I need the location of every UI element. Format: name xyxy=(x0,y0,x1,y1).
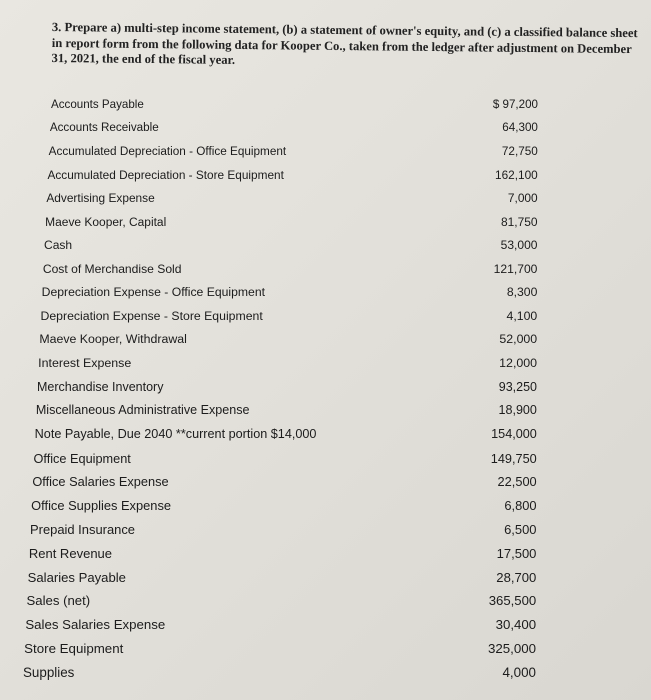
ledger-amount: 17,500 xyxy=(496,545,537,561)
ledger-account-label: Office Salaries Expense xyxy=(32,474,169,490)
ledger-row xyxy=(0,593,651,613)
ledger-account-label: Accumulated Depreciation - Store Equipment xyxy=(47,168,284,183)
ledger-amount: 365,500 xyxy=(488,593,537,609)
ledger-account-label: Rent Revenue xyxy=(28,545,113,561)
ledger-account-label: Office Equipment xyxy=(33,450,131,466)
ledger-amount: 6,500 xyxy=(504,521,537,537)
ledger-row xyxy=(0,309,651,329)
ledger-account-label: Interest Expense xyxy=(38,355,132,370)
ledger-account-label: Miscellaneous Administrative Expense xyxy=(35,403,250,418)
ledger-row xyxy=(0,641,651,661)
ledger-account-label: Salaries Payable xyxy=(27,569,126,585)
ledger-row xyxy=(0,380,651,400)
ledger-account-label: Maeve Kooper, Capital xyxy=(45,214,167,229)
ledger-account-label: Sales Salaries Expense xyxy=(25,617,166,633)
ledger-amount: 93,250 xyxy=(498,379,537,394)
ledger-row xyxy=(0,665,651,685)
ledger-account-label: Accounts Payable xyxy=(51,98,144,111)
ledger-row xyxy=(0,403,651,423)
ledger-account-label: Advertising Expense xyxy=(46,191,155,206)
ledger-amount: 149,750 xyxy=(490,450,537,466)
ledger-row xyxy=(0,498,651,518)
ledger-amount: 64,300 xyxy=(502,121,538,135)
ledger-amount: 53,000 xyxy=(500,238,538,253)
ledger-row xyxy=(0,570,651,590)
ledger-amount: 6,800 xyxy=(504,498,537,514)
ledger-amount: 8,300 xyxy=(506,285,538,300)
ledger-amount: $ 97,200 xyxy=(492,98,538,111)
ledger-row xyxy=(0,121,651,141)
ledger-row xyxy=(0,617,651,637)
ledger-row xyxy=(0,546,651,566)
ledger-amount: 121,700 xyxy=(493,261,538,276)
ledger-row xyxy=(0,522,651,542)
ledger-row xyxy=(0,285,651,305)
ledger-account-label: Accounts Receivable xyxy=(49,121,159,135)
ledger-row xyxy=(0,474,651,494)
ledger-account-label: Merchandise Inventory xyxy=(37,379,164,394)
ledger-account-label: Prepaid Insurance xyxy=(30,521,136,537)
ledger-account-label: Depreciation Expense - Store Equipment xyxy=(40,308,263,323)
ledger-amount: 28,700 xyxy=(496,569,537,585)
ledger-row xyxy=(0,332,651,352)
ledger-amount: 154,000 xyxy=(491,426,537,441)
ledger-row xyxy=(0,356,651,376)
ledger-row xyxy=(0,98,651,118)
ledger-row xyxy=(0,215,651,235)
ledger-account-label: Store Equipment xyxy=(24,641,124,657)
ledger-row xyxy=(0,451,651,471)
ledger-row xyxy=(0,262,651,282)
ledger-amount: 81,750 xyxy=(500,214,538,229)
ledger-amount: 72,750 xyxy=(501,144,538,158)
ledger-amount: 18,900 xyxy=(498,403,537,418)
ledger-account-label: Accumulated Depreciation - Office Equipment xyxy=(48,144,287,158)
ledger-row xyxy=(0,238,651,258)
ledger-row xyxy=(0,427,651,447)
ledger-account-label: Cash xyxy=(44,238,73,253)
ledger-amount: 22,500 xyxy=(497,474,537,490)
problem-statement: 3. Prepare a) multi-step income statement, (b) a statement of owner's equity, and (c) a classified balance sheet in report form from the following data for Kooper Co., taken from the ledger after adjustment on December 31, 2021, the end of the fiscal year. xyxy=(51,20,638,67)
ledger-account-label: Depreciation Expense - Office Equipment xyxy=(41,285,265,300)
ledger-amount: 4,000 xyxy=(502,665,536,681)
ledger-account-label: Note Payable, Due 2040 **current portion $14,000 xyxy=(34,426,317,441)
ledger-row xyxy=(0,191,651,211)
ledger-account-label: Cost of Merchandise Sold xyxy=(42,261,182,276)
ledger-account-label: Office Supplies Expense xyxy=(31,498,172,514)
ledger-amount: 4,100 xyxy=(506,308,538,323)
ledger-amount: 7,000 xyxy=(507,191,538,206)
ledger-row xyxy=(0,145,651,165)
ledger-amount: 325,000 xyxy=(487,641,537,657)
ledger-amount: 162,100 xyxy=(495,168,538,183)
ledger-account-label: Sales (net) xyxy=(26,593,91,609)
ledger-account-label: Supplies xyxy=(23,665,75,681)
ledger-row xyxy=(0,168,651,188)
ledger-amount: 52,000 xyxy=(499,332,538,347)
ledger-amount: 12,000 xyxy=(499,355,538,370)
ledger-account-label: Maeve Kooper, Withdrawal xyxy=(39,332,187,347)
ledger-amount: 30,400 xyxy=(495,617,537,633)
